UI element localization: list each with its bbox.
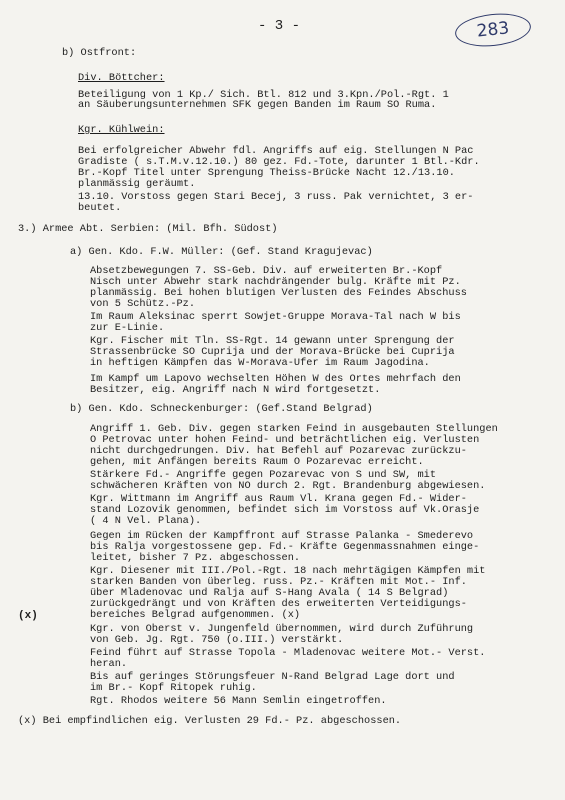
text-line: Angriff 1. Geb. Div. gegen starken Feind in ausgebauten Stellungen <box>90 423 498 435</box>
text-line: Bis auf geringes Störungsfeuer N-Rand Belgrad Lage dort und <box>90 671 455 683</box>
subsection-heading: b) Gen. Kdo. Schneckenburger: (Gef.Stand Belgrad) <box>70 403 373 415</box>
subsection-heading: a) Gen. Kdo. F.W. Müller: (Gef. Stand Kragujevac) <box>70 246 373 258</box>
text-line: Strassenbrücke SO Cuprija und der Morava-Brücke bei Cuprija <box>90 346 455 358</box>
text-line: Gradiste ( s.T.M.v.12.10.) 80 gez. Fd.-Tote, darunter 1 Btl.-Kdr. <box>78 156 480 168</box>
text-line: heran. <box>90 658 128 670</box>
text-line: Gegen im Rücken der Kampffront auf Strasse Palanka - Smederevo <box>90 530 474 542</box>
text-line: Feind führt auf Strasse Topola - Mladenovac weitere Mot.- Verst. <box>90 647 486 659</box>
text-line: Kgr. Wittmann im Angriff aus Raum Vl. Krana gegen Fd.- Wider- <box>90 493 467 505</box>
text-line: über Mladenovac und Ralja auf S-Hang Avala ( 14 S Belgrad) <box>90 587 449 599</box>
text-line: leitet, bisher 7 Pz. abgeschossen. <box>90 552 301 564</box>
unit-heading: Kgr. Kühlwein: <box>78 124 165 136</box>
text-line: zurückgedrängt und von Kräften des erweiterten Verteidigungs- <box>90 598 467 610</box>
text-line: Im Raum Aleksinac sperrt Sowjet-Gruppe Morava-Tal nach W bis <box>90 311 461 323</box>
text-line: Stärkere Fd.- Angriffe gegen Pozarevac von S und SW, mit <box>90 469 437 481</box>
section-heading-ostfront: b) Ostfront: <box>62 47 137 59</box>
text-line: bereiches Belgrad aufgenommen. (x) <box>90 609 301 621</box>
text-line: stand Lozovik genommen, befindet sich im Vorstoss auf Vk.Orasje <box>90 504 480 516</box>
text-line: O Petrovac unter hohen Feind- und beträchtlichen eig. Verlusten <box>90 434 480 446</box>
footnote: (x) Bei empfindlichen eig. Verlusten 29 Fd.- Pz. abgeschossen. <box>18 715 402 727</box>
text-line: ( 4 N Vel. Plana). <box>90 515 202 527</box>
text-line: beutet. <box>78 202 122 214</box>
text-line: zur E-Linie. <box>90 322 165 334</box>
text-line: schwächeren Kräften von NO durch 2. Rgt. Brandenburg abgewiesen. <box>90 480 486 492</box>
text-line: Beteiligung von 1 Kp./ Sich. Btl. 812 und 3.Kpn./Pol.-Rgt. 1 <box>78 89 449 101</box>
section-heading-serbien: 3.) Armee Abt. Serbien: (Mil. Bfh. Südost) <box>18 223 278 235</box>
text-line: Absetzbewegungen 7. SS-Geb. Div. auf erweiterten Br.-Kopf <box>90 265 443 277</box>
text-line: Besitzer, eig. Angriff nach N wird fortgesetzt. <box>90 384 381 396</box>
text-line: planmässig geräumt. <box>78 178 196 190</box>
text-line: planmässig. Bei hohen blutigen Verlusten des Feindes Abschuss <box>90 287 467 299</box>
text-line: Nisch unter Abwehr stark nachdrängender bulg. Kräfte mit Pz. <box>90 276 461 288</box>
text-line: Kgr. Diesener mit III./Pol.-Rgt. 18 nach mehrtägigen Kämpfen mit <box>90 565 486 577</box>
text-line: Kgr. Fischer mit Tln. SS-Rgt. 14 gewann unter Sprengung der <box>90 335 455 347</box>
text-line: im Br.- Kopf Ritopek ruhig. <box>90 682 257 694</box>
text-line: starken Banden von überleg. russ. Pz.- Kräften mit Mot.- Inf. <box>90 576 467 588</box>
text-line: Kgr. von Oberst v. Jungenfeld übernommen, wird durch Zuführung <box>90 623 474 635</box>
unit-heading: Div. Böttcher: <box>78 72 165 84</box>
text-line: in heftigen Kämpfen das W-Morava-Ufer im Raum Jagodina. <box>90 357 430 369</box>
text-line: Rgt. Rhodos weitere 56 Mann Semlin eingetroffen. <box>90 695 387 707</box>
margin-mark: (x) <box>18 610 38 622</box>
text-line: Bei erfolgreicher Abwehr fdl. Angriffs auf eig. Stellungen N Pac <box>78 145 474 157</box>
text-line: Br.-Kopf Titel unter Sprengung Theiss-Brücke Nacht 12./13.10. <box>78 167 455 179</box>
text-line: Im Kampf um Lapovo wechselten Höhen W des Ortes mehrfach den <box>90 373 461 385</box>
page-number: - 3 - <box>258 18 301 34</box>
text-line: 13.10. Vorstoss gegen Stari Becej, 3 russ. Pak vernichtet, 3 er- <box>78 191 474 203</box>
text-line: von 5 Schütz.-Pz. <box>90 298 196 310</box>
text-line: von Geb. Jg. Rgt. 750 (o.III.) verstärkt. <box>90 634 344 646</box>
archive-stamp: 283 <box>454 10 533 50</box>
text-line: nicht durchgedrungen. Div. hat Befehl auf Pozarevac zurückzu- <box>90 445 467 457</box>
text-line: an Säuberungsunternehmen SFK gegen Banden im Raum SO Ruma. <box>78 99 437 111</box>
text-line: gehen, mit Anfängen bereits Raum O Pozarevac erreicht. <box>90 456 424 468</box>
text-line: bis Ralja vorgestossene gep. Fd.- Kräfte Gegenmassnahmen einge- <box>90 541 480 553</box>
